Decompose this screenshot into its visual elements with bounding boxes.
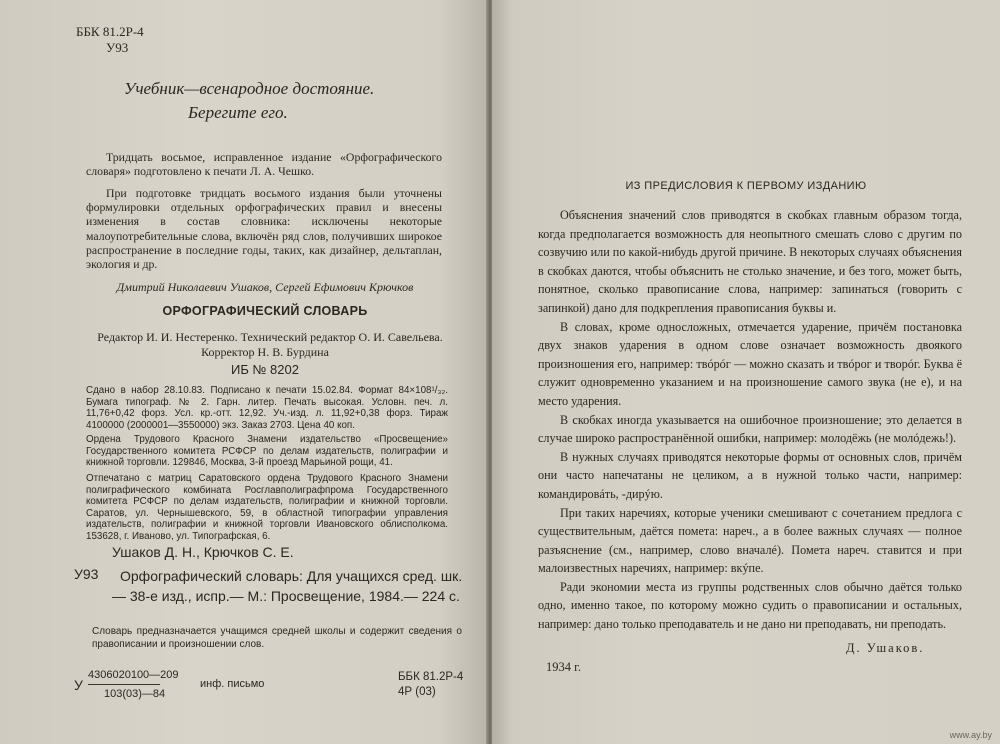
preface-paragraph: При таких наречиях, которые ученики смешивают с сочетанием предлога с существительным, даётся помета: нареч., а в более важных случаях — полное разъяснение (см., например, слово вначалé). Помета нареч. ставится и при малоизвестных наречиях, например: вкýпе. — [538, 505, 962, 576]
book-title: ОРФОГРАФИЧЕСКИЙ СЛОВАРЬ — [162, 304, 368, 318]
formula-numerator: 4306020100—209 — [88, 669, 179, 681]
preface-body — [538, 206, 962, 634]
catalog-code: У93 — [74, 566, 99, 582]
preface-year: 1934 г. — [546, 660, 581, 674]
bbk-code-bottom-sub: 4Р (03) — [398, 686, 436, 698]
motto-line-2: Берегите его. — [188, 103, 288, 122]
udc-code-top: У93 — [106, 40, 129, 55]
formula-note: инф. письмо — [200, 678, 265, 690]
watermark: www.ay.by — [949, 730, 992, 740]
right-page — [492, 0, 1000, 744]
formula-fraction-bar — [88, 684, 160, 685]
preface-paragraph: В скобках иногда указывается на ошибочное произношение; это делается в случае широко распространённой ошибки, например: молодёжь (не молóдежь!). — [538, 412, 962, 446]
edition-note: Тридцать восьмое, исправленное издание «Орфографического словаря» подготовлено к печати Л. А. Чешко. — [86, 150, 442, 178]
formula-prefix: У — [74, 677, 83, 693]
preface-paragraph: Объяснения значений слов приводятся в скобках главным образом тогда, когда предполагается возможность для неопытного смешать слово с другим по созвучию или по какой-нибудь другой причине. В некоторых случаях объяснения в скобках даются, чтобы объяснить не столько значение, и без того, может быть, понятное, сколько правописание слова, например: запинаться (говорить с запинкой) дано для подкрепления правописания буквы и. — [538, 208, 962, 315]
print-details: Сдано в набор 28.10.83. Подписано к печати 15.02.84. Формат 84×108¹/₃₂. Бумага типограф. № 2. Гарн. литер. Печать высокая. Условн. печ. л. 11,76+0,42 форз. Усл. кр.-отт. 12,92. Уч.-изд. л. 11,92+0,38 форз. Тираж 4100000 (2000001—3550000) экз. Заказ 2703. Цена 40 коп. — [86, 385, 448, 431]
ib-number: ИБ № 8202 — [231, 362, 299, 377]
preface-paragraph: Ради экономии места из группы родственных слов обычно даётся только одно, именно такое, по которому можно судить о правописании и остальных, например: дано только преподаватель и не дано ни преподавать, ни преподать. — [538, 579, 962, 632]
catalog-entry: Орфографический словарь: Для учащихся сред. шк.— 38-е изд., испр.— М.: Просвещение, 1984.— 224 с. — [112, 568, 463, 604]
bbk-code-top: ББК 81.2Р-4 — [76, 24, 144, 39]
bbk-code-bottom: ББК 81.2Р-4 — [398, 671, 464, 683]
preface-heading: ИЗ ПРЕДИСЛОВИЯ К ПЕРВОМУ ИЗДАНИЮ — [625, 180, 867, 192]
preface-signature: Д. Ушаков. — [846, 641, 925, 655]
preface-paragraph: В словах, кроме односложных, отмечается ударение, причём постановка двух знаков ударения в одном слове означает возможность двоякого произношения его, например: твóрóг — можно сказать и твóрог и творóг. Буква ё служит одновременно указанием и на произношение самого звука (не е), и на место ударения. — [538, 319, 962, 408]
publisher-details: Ордена Трудового Красного Знамени издательство «Просвещение» Государственного комитета РСФСР по делам издательств, полиграфии и книжной торговли. 129846, Москва, 3-й проезд Марьиной рощи, 41. — [86, 434, 448, 469]
printer-details: Отпечатано с матриц Саратовского ордена Трудового Красного Знамени полиграфического комбината Росглавполиграфпрома Государственного комитета РСФСР по делам издательств, полиграфии и книжной торговли. Саратов, ул. Чернышевского, 59, в областной типографии управления издательств, полиграфии и книжной торговли Ивановского облисполкома. 153628, г. Иваново, ул. Типографская, 6. — [86, 473, 448, 542]
catalog-authors: Ушаков Д. Н., Крючков С. Е. — [112, 544, 294, 560]
preparation-note: При подготовке тридцать восьмого издания были уточнены формулировки отдельных орфографических правил и внесены изменения в состав словника: исключены некоторые малоупотребительные слова, включён ряд слов, получивших широкое распространение в последние годы, таких, как дизайнер, дельтаплан, экология и др. — [86, 186, 442, 272]
left-page — [0, 0, 488, 744]
abstract: Словарь предназначается учащимся средней школы и содержит сведения о правописании и произношении слов. — [92, 626, 462, 650]
book-authors: Дмитрий Николаевич Ушаков, Сергей Ефимович Крючков — [116, 280, 414, 294]
preface-paragraph: В нужных случаях приводятся некоторые формы от основных слов, причём они часто напечатаны не целиком, а в нужной только части, например: командировáть, -дирýю. — [538, 449, 962, 501]
formula-denominator: 103(03)—84 — [104, 688, 166, 700]
editors-line-1: Редактор И. И. Нестеренко. Технический редактор О. И. Савельева. — [97, 330, 443, 344]
motto-line-1: Учебник—всенародное достояние. — [124, 79, 375, 98]
editors-line-2: Корректор Н. В. Бурдина — [201, 345, 329, 359]
